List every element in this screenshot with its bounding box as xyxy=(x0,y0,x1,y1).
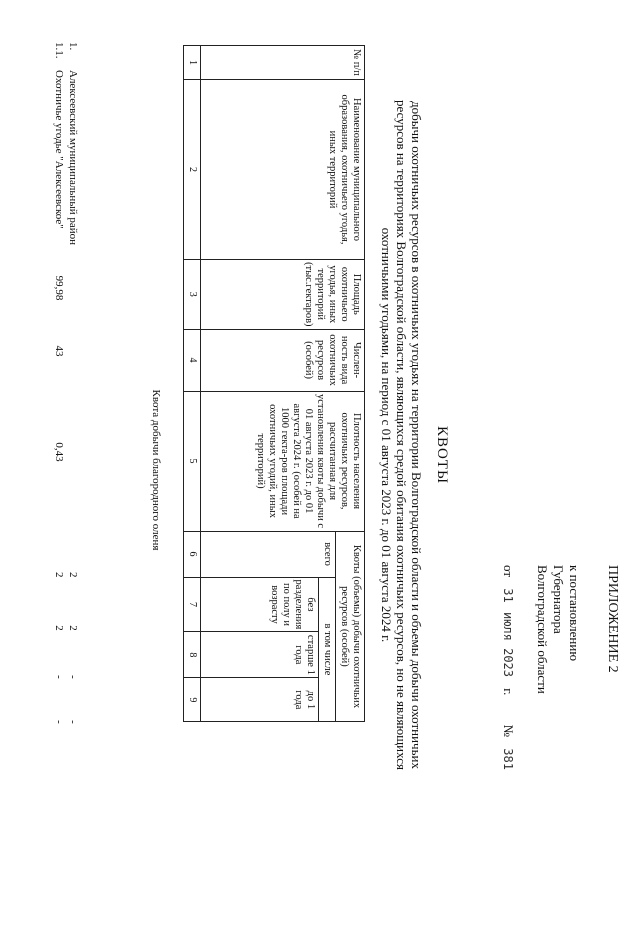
header-including: в том числе xyxy=(319,577,336,722)
appendix-line-1: к постановлению xyxy=(567,565,582,662)
row-total: 2 xyxy=(53,572,65,578)
header-count: Числен-ность вида охотничьих ресурсов (особей) xyxy=(201,329,365,391)
row-older: - xyxy=(53,675,65,679)
header-younger: до 1 года xyxy=(201,678,319,722)
document-number: 381 xyxy=(501,748,515,770)
row-name: Охотничье угодье "Алексеевское" xyxy=(53,70,65,229)
date-month-year: июля 2023 xyxy=(501,611,515,677)
header-quota-group: Квоты (объемы) добычи охотничьих ресурсов (особей) xyxy=(336,531,365,722)
document-title: КВОТЫ xyxy=(434,425,450,485)
row-density: 0,43 xyxy=(53,442,65,462)
header-total: всего xyxy=(201,531,336,577)
col-num-8: 8 xyxy=(184,632,201,678)
appendix-title: ПРИЛОЖЕНИЕ 2 xyxy=(605,565,620,673)
row-number: 1.1. xyxy=(53,42,65,59)
number-sign: № xyxy=(501,724,516,738)
col-num-7: 7 xyxy=(184,577,201,632)
col-num-9: 9 xyxy=(184,678,201,722)
col-num-3: 3 xyxy=(184,260,201,330)
row-name: Алексеевский муниципальный район xyxy=(67,70,79,245)
date-suffix: г. xyxy=(501,688,516,696)
row-area: 99,98 xyxy=(53,275,65,301)
row-number: 1. xyxy=(67,42,79,51)
col-num-1: 1 xyxy=(184,46,201,80)
header-density: Плотность населения охотничьих ресурсов, рассчитанная для установления квоты добычи с 01 августа 2023 г. до 01 августа 2024 г. (особей на 1000 гекта-ров площади охотничьих угодий, иных территорий) xyxy=(201,391,365,531)
row-count: 43 xyxy=(53,345,65,357)
date-prefix: от xyxy=(501,565,516,578)
row-older: - xyxy=(67,675,79,679)
col-num-2: 2 xyxy=(184,80,201,260)
header-area: Площадь охотничьего угодья, иных территорий (тыс.гектаров) xyxy=(201,260,365,330)
row-no-division: 2 xyxy=(67,625,79,631)
appendix-date-line xyxy=(500,565,516,885)
row-total: 2 xyxy=(67,572,79,578)
row-no-division: 2 xyxy=(53,625,65,631)
appendix-line-2: Губернатора xyxy=(551,565,566,634)
header-number: № п/п xyxy=(201,46,365,80)
appendix-line-3: Волгоградской области xyxy=(535,565,550,694)
col-num-5: 5 xyxy=(184,391,201,531)
row-younger: - xyxy=(67,720,79,724)
section-label: Квота добычи благородного оленя xyxy=(150,389,162,551)
column-number-row xyxy=(184,46,201,722)
header-name: Наименование муниципального образования, охотничьего угодья, иных территорий xyxy=(201,80,365,260)
date-day: 31 xyxy=(501,588,515,603)
col-num-6: 6 xyxy=(184,531,201,577)
row-younger: - xyxy=(53,720,65,724)
document-subtitle: добычи охотничьих ресурсов в охотничьих угодьях на территории Волгоградской области и объемы добычи охотничьих ресурсов на территориях Волгоградской области, являющихся средой обитания охотничьих ресурсов, но не являющихся охотничьими угодьями, на период с 01 августа 2023 г. до 01 августа 2024 г. xyxy=(379,100,424,770)
header-older: старше 1 года xyxy=(201,632,319,678)
quota-table xyxy=(183,45,365,722)
header-no-division: без разделения по полу и возрасту xyxy=(201,577,319,632)
col-num-4: 4 xyxy=(184,329,201,391)
